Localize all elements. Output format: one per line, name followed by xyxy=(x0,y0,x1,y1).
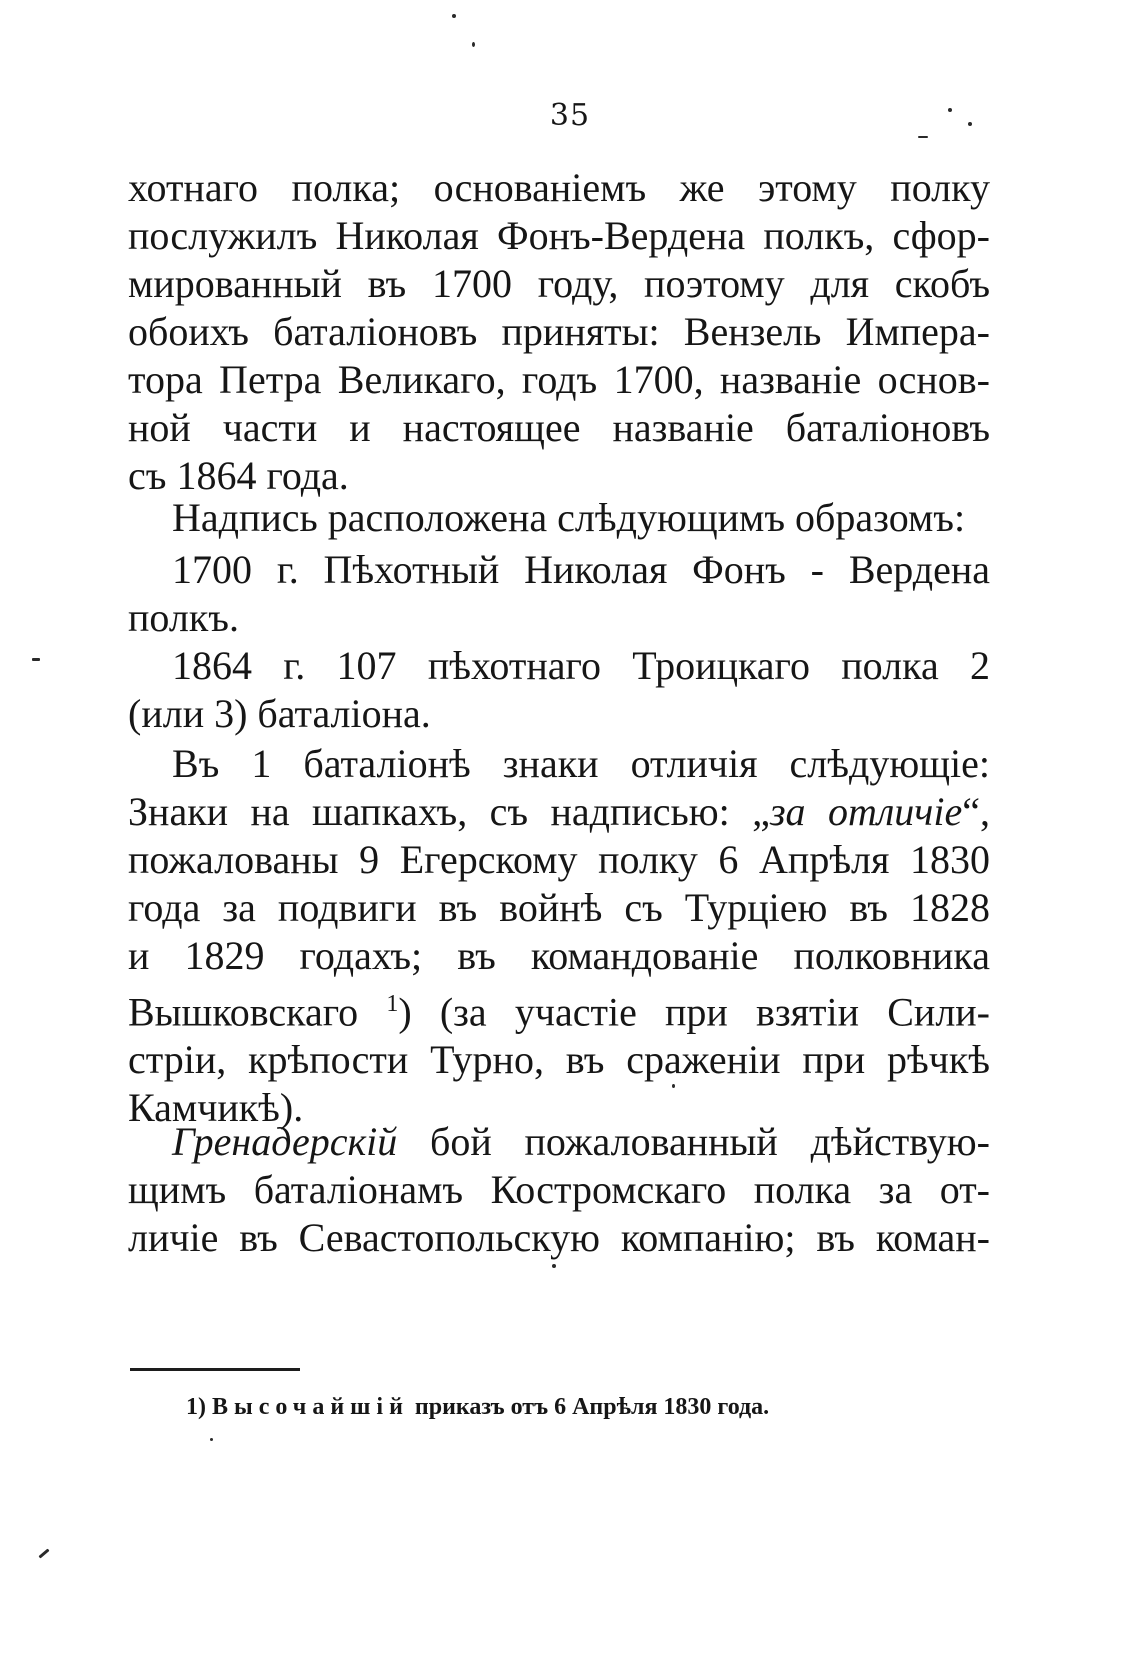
text-line: 1700 г. Пѣхотный Николая Фонъ - Вердена xyxy=(172,547,990,592)
text-line xyxy=(128,980,990,1036)
text-line: стріи, крѣпости Турно, въ сраженіи при рѣчкѣ xyxy=(128,1037,990,1083)
text-line xyxy=(128,788,990,836)
footnote xyxy=(186,1394,769,1421)
scan-speck xyxy=(452,14,456,18)
text-line: Камчикѣ). xyxy=(128,1085,304,1131)
text-fragment: бой пожалованный дѣйствую- xyxy=(397,1119,990,1164)
text-line: пожалованы 9 Егерскому полку 6 Апрѣля 1830 xyxy=(128,837,990,882)
text-line xyxy=(128,1118,990,1166)
scan-speck xyxy=(968,122,972,126)
footnote-divider xyxy=(130,1368,300,1371)
paragraph-1 xyxy=(128,164,990,500)
text-fragment: “, xyxy=(962,789,990,834)
text-fragment: ) (за участіе при взятіи Сили- xyxy=(398,989,991,1035)
text-line: тора Петра Великаго, годъ 1700, названіе основ- xyxy=(128,357,990,402)
text-line: съ 1864 года. xyxy=(128,453,349,498)
text-line: (или 3) баталіона. xyxy=(128,691,431,736)
scan-speck xyxy=(32,658,40,661)
text-line: мированный въ 1700 году, поэтому для скобъ xyxy=(128,261,990,306)
paragraph-3 xyxy=(128,546,990,642)
paragraph-4 xyxy=(128,642,990,738)
footnote-reference: 1 xyxy=(386,991,399,1017)
scan-speck xyxy=(472,42,475,47)
text-line: полкъ. xyxy=(128,595,239,640)
text-line: 1864 г. 107 пѣхотнаго Троицкаго полка 2 xyxy=(172,643,990,688)
paragraph-5 xyxy=(128,740,990,1132)
text-line: и 1829 годахъ; въ командованіе полковника xyxy=(128,933,990,978)
text-line: Надпись расположена слѣдующимъ образомъ: xyxy=(172,495,966,540)
scan-speck xyxy=(918,136,928,138)
text-line: личіе въ Севастопольскую компанію; въ коман- xyxy=(128,1215,990,1260)
scan-speck xyxy=(38,1548,49,1558)
scan-speck xyxy=(672,1084,675,1088)
italic-term: Гренадерскій xyxy=(172,1119,398,1164)
text-line: послужилъ Николая Фонъ-Вердена полкъ, сфор- xyxy=(128,213,990,258)
text-line: года за подвиги въ войнѣ съ Турціею въ 1828 xyxy=(128,885,990,930)
page-number: 35 xyxy=(549,98,591,133)
text-line: хотнаго полка; основаніемъ же этому полку xyxy=(128,165,990,210)
footnote-spaced-word: Высочайшій xyxy=(212,1394,409,1420)
footnote-marker: 1) xyxy=(186,1394,206,1420)
footnote-text: приказъ отъ 6 Апрѣля 1830 года. xyxy=(408,1394,770,1420)
paragraph-2 xyxy=(128,494,990,542)
italic-inscription: за отличіе xyxy=(769,789,963,834)
paragraph-6 xyxy=(128,1118,990,1262)
text-fragment: Вышковскаго xyxy=(128,989,387,1035)
text-fragment: Знаки на шапкахъ, съ надписью: „ xyxy=(128,789,770,834)
text-line: ной части и настоящее названіе баталіоновъ xyxy=(128,405,990,450)
text-line: Въ 1 баталіонѣ знаки отличія слѣдующіе: xyxy=(172,741,990,786)
scan-speck xyxy=(552,1264,556,1268)
text-line: обоихъ баталіоновъ приняты: Вензель Импера- xyxy=(128,309,990,354)
text-line: щимъ баталіонамъ Костромскаго полка за от- xyxy=(128,1167,990,1212)
scan-speck xyxy=(210,1438,213,1441)
scan-speck xyxy=(948,108,952,112)
